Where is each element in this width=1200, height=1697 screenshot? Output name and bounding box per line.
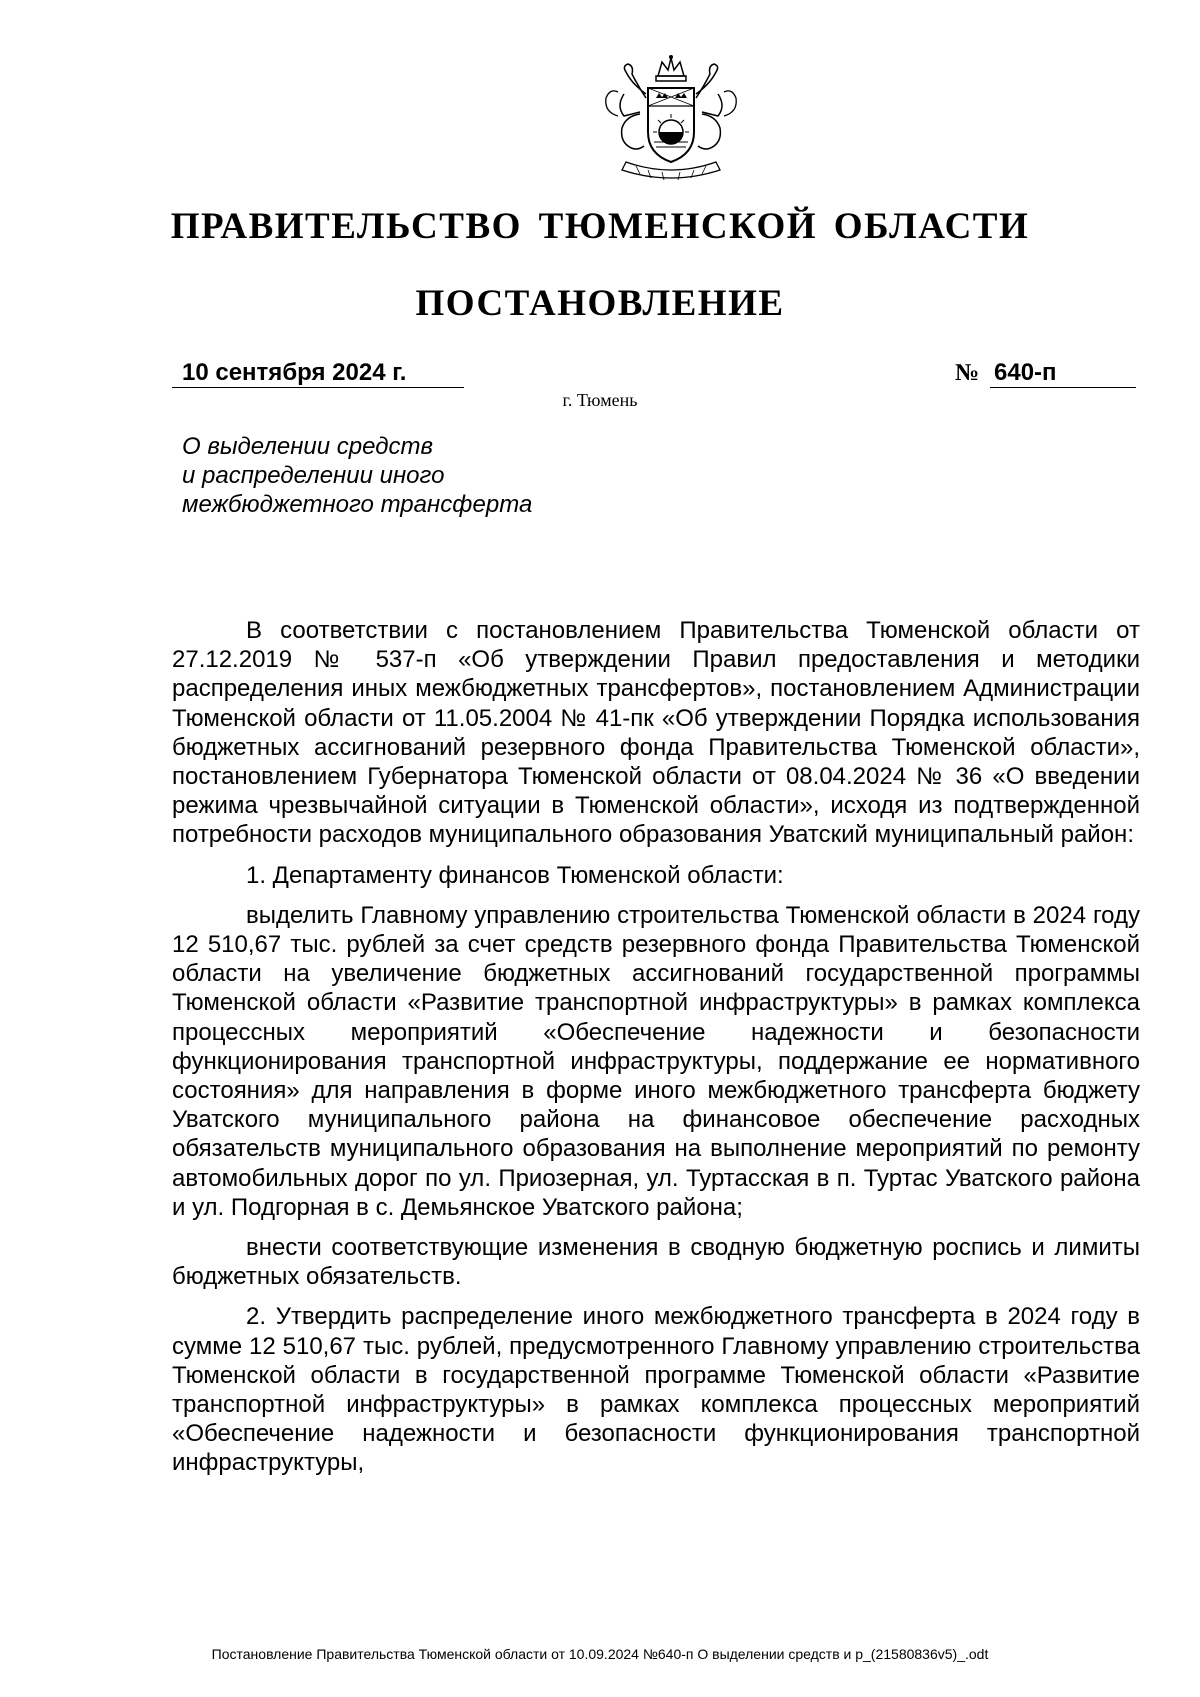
document-type-title: ПОСТАНОВЛЕНИЕ bbox=[415, 283, 785, 324]
document-number: 640-п bbox=[990, 358, 1136, 388]
subject-line: и распределении иного bbox=[182, 462, 445, 489]
body-paragraph: выделить Главному управлению строительства Тюменской области в 2024 году 12 510,67 тыс. рублей за счет средств резервного фонда Правительства Тюменской области на увеличение бюджетных ассигнований государственной программы Тюменской области «Развитие транспортной инфраструктуры» в рамках комплекса процессных мероприятий «Обеспечение надежности и безопасности функционирования транспортной инфраструктуры, поддержание ее нормативного состояния» для направления в форме иного межбюджетного трансферта бюджету Уватского муниципального района на финансовое обеспечение расходных обязательств муниципального образования на выполнение мероприятий по ремонту автомобильных дорог по ул. Приозерная, ул. Туртасская в п. Туртас Уватского района и ул. Подгорная в с. Демьянское Уватского района; bbox=[172, 901, 1140, 1221]
number-sign: № bbox=[955, 360, 980, 386]
subject-line: межбюджетного трансферта bbox=[182, 491, 533, 518]
subject-line: О выделении средств bbox=[182, 433, 434, 460]
document-date: 10 сентября 2024 г. bbox=[172, 358, 464, 388]
body-paragraph: В соответствии с постановлением Правительства Тюменской области от 27.12.2019 № 537-п «Об утверждении Правил предоставления и методики распределения иных межбюджетных трансфертов», постановлением Администрации Тюменской области от 11.05.2004 № 41-пк «Об утверждении Порядка использования бюджетных ассигнований резервного фонда Правительства Тюменской области», постановлением Губернатора Тюменской области от 08.04.2024 № 36 «О введении режима чрезвычайной ситуации в Тюменской области», исходя из подтвержденной потребности расходов муниципального образования Уватский муниципальный район: bbox=[172, 617, 1140, 849]
body-paragraph: 1. Департаменту финансов Тюменской области: bbox=[246, 861, 784, 889]
body-paragraph: внести соответствующие изменения в сводную бюджетную роспись и лимиты бюджетных обязательств. bbox=[172, 1234, 1140, 1291]
coat-of-arms-emblem bbox=[596, 54, 746, 184]
document-body bbox=[172, 616, 1140, 1489]
document-subject bbox=[182, 432, 682, 519]
body-paragraph: 2. Утвердить распределение иного межбюджетного трансферта в 2024 году в сумме 12 510,67 тыс. рублей, предусмотренного Главному управлению строительства Тюменской области в государственной программе Тюменской области «Развитие транспортной инфраструктуры» в рамках комплекса процессных мероприятий «Обеспечение надежности и безопасности функционирования транспортной инфраструктуры, bbox=[172, 1303, 1140, 1477]
page-footer: Постановление Правительства Тюменской области от 10.09.2024 №640-п О выделении средств и р_(21580836v5)_.odt bbox=[211, 1646, 989, 1662]
government-title: ПРАВИТЕЛЬСТВО ТЮМЕНСКОЙ ОБЛАСТИ bbox=[170, 206, 1030, 247]
document-city: г. Тюмень bbox=[562, 390, 638, 410]
